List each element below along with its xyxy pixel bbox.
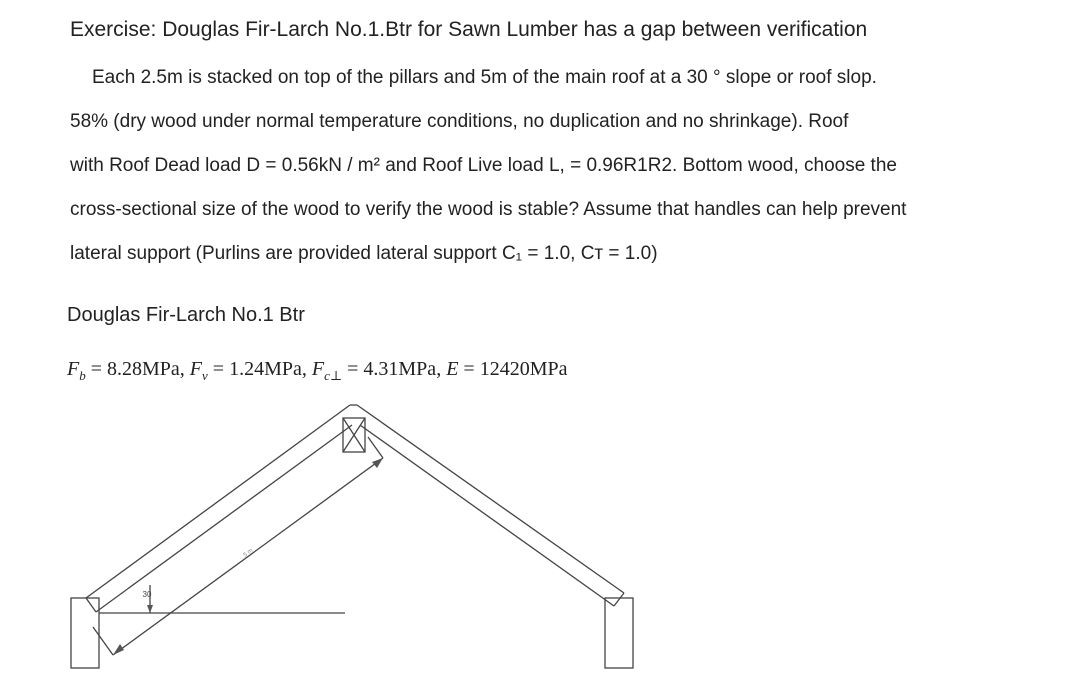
exercise-line-4: with Roof Dead load D = 0.56kN / m² and Roof Live load L, = 0.96R1R2. Bottom wood, choose the xyxy=(70,155,897,176)
dimension-arrow-start xyxy=(113,644,124,655)
span-label: 5 m xyxy=(242,547,255,559)
exercise-line-3: 58% (dry wood under normal temperature conditions, no duplication and no shrinkage). Roof xyxy=(70,111,849,132)
exercise-line-5: cross-sectional size of the wood to verify the wood is stable? Assume that handles can help prevent xyxy=(70,199,907,220)
fb-value: 8.28MPa xyxy=(107,358,180,380)
exercise-line-6: lateral support (Purlins are provided lateral support C₁ = 1.0, Cт = 1.0) xyxy=(70,243,658,264)
material-heading: Douglas Fir-Larch No.1 Btr xyxy=(67,304,305,326)
dimension-arrow-end xyxy=(372,458,383,468)
left-post xyxy=(71,598,99,668)
fv-value: 1.24MPa xyxy=(229,358,302,380)
exercise-line-2: Each 2.5m is stacked on top of the pillars and 5m of the main roof at a 30 ° slope or roof slop. xyxy=(92,67,877,88)
angle-label: 30 xyxy=(142,590,152,599)
e-value: 12420MPa xyxy=(479,358,568,380)
material-formula: $F_b = 8.28MPa$, $F_v = 1.24MPa$, $F_{c\perp} = 4.31MPa$, E = 12420MPa xyxy=(67,358,568,383)
left-rafter xyxy=(86,405,352,612)
right-rafter xyxy=(357,405,624,606)
right-post xyxy=(605,598,633,668)
angle-arrow xyxy=(147,605,153,613)
fc-value: 4.31MPa xyxy=(363,358,437,380)
rafter-dimension-line xyxy=(93,437,383,655)
exercise-title: Exercise: Douglas Fir-Larch No.1.Btr for Sawn Lumber has a gap between verification xyxy=(70,18,868,41)
